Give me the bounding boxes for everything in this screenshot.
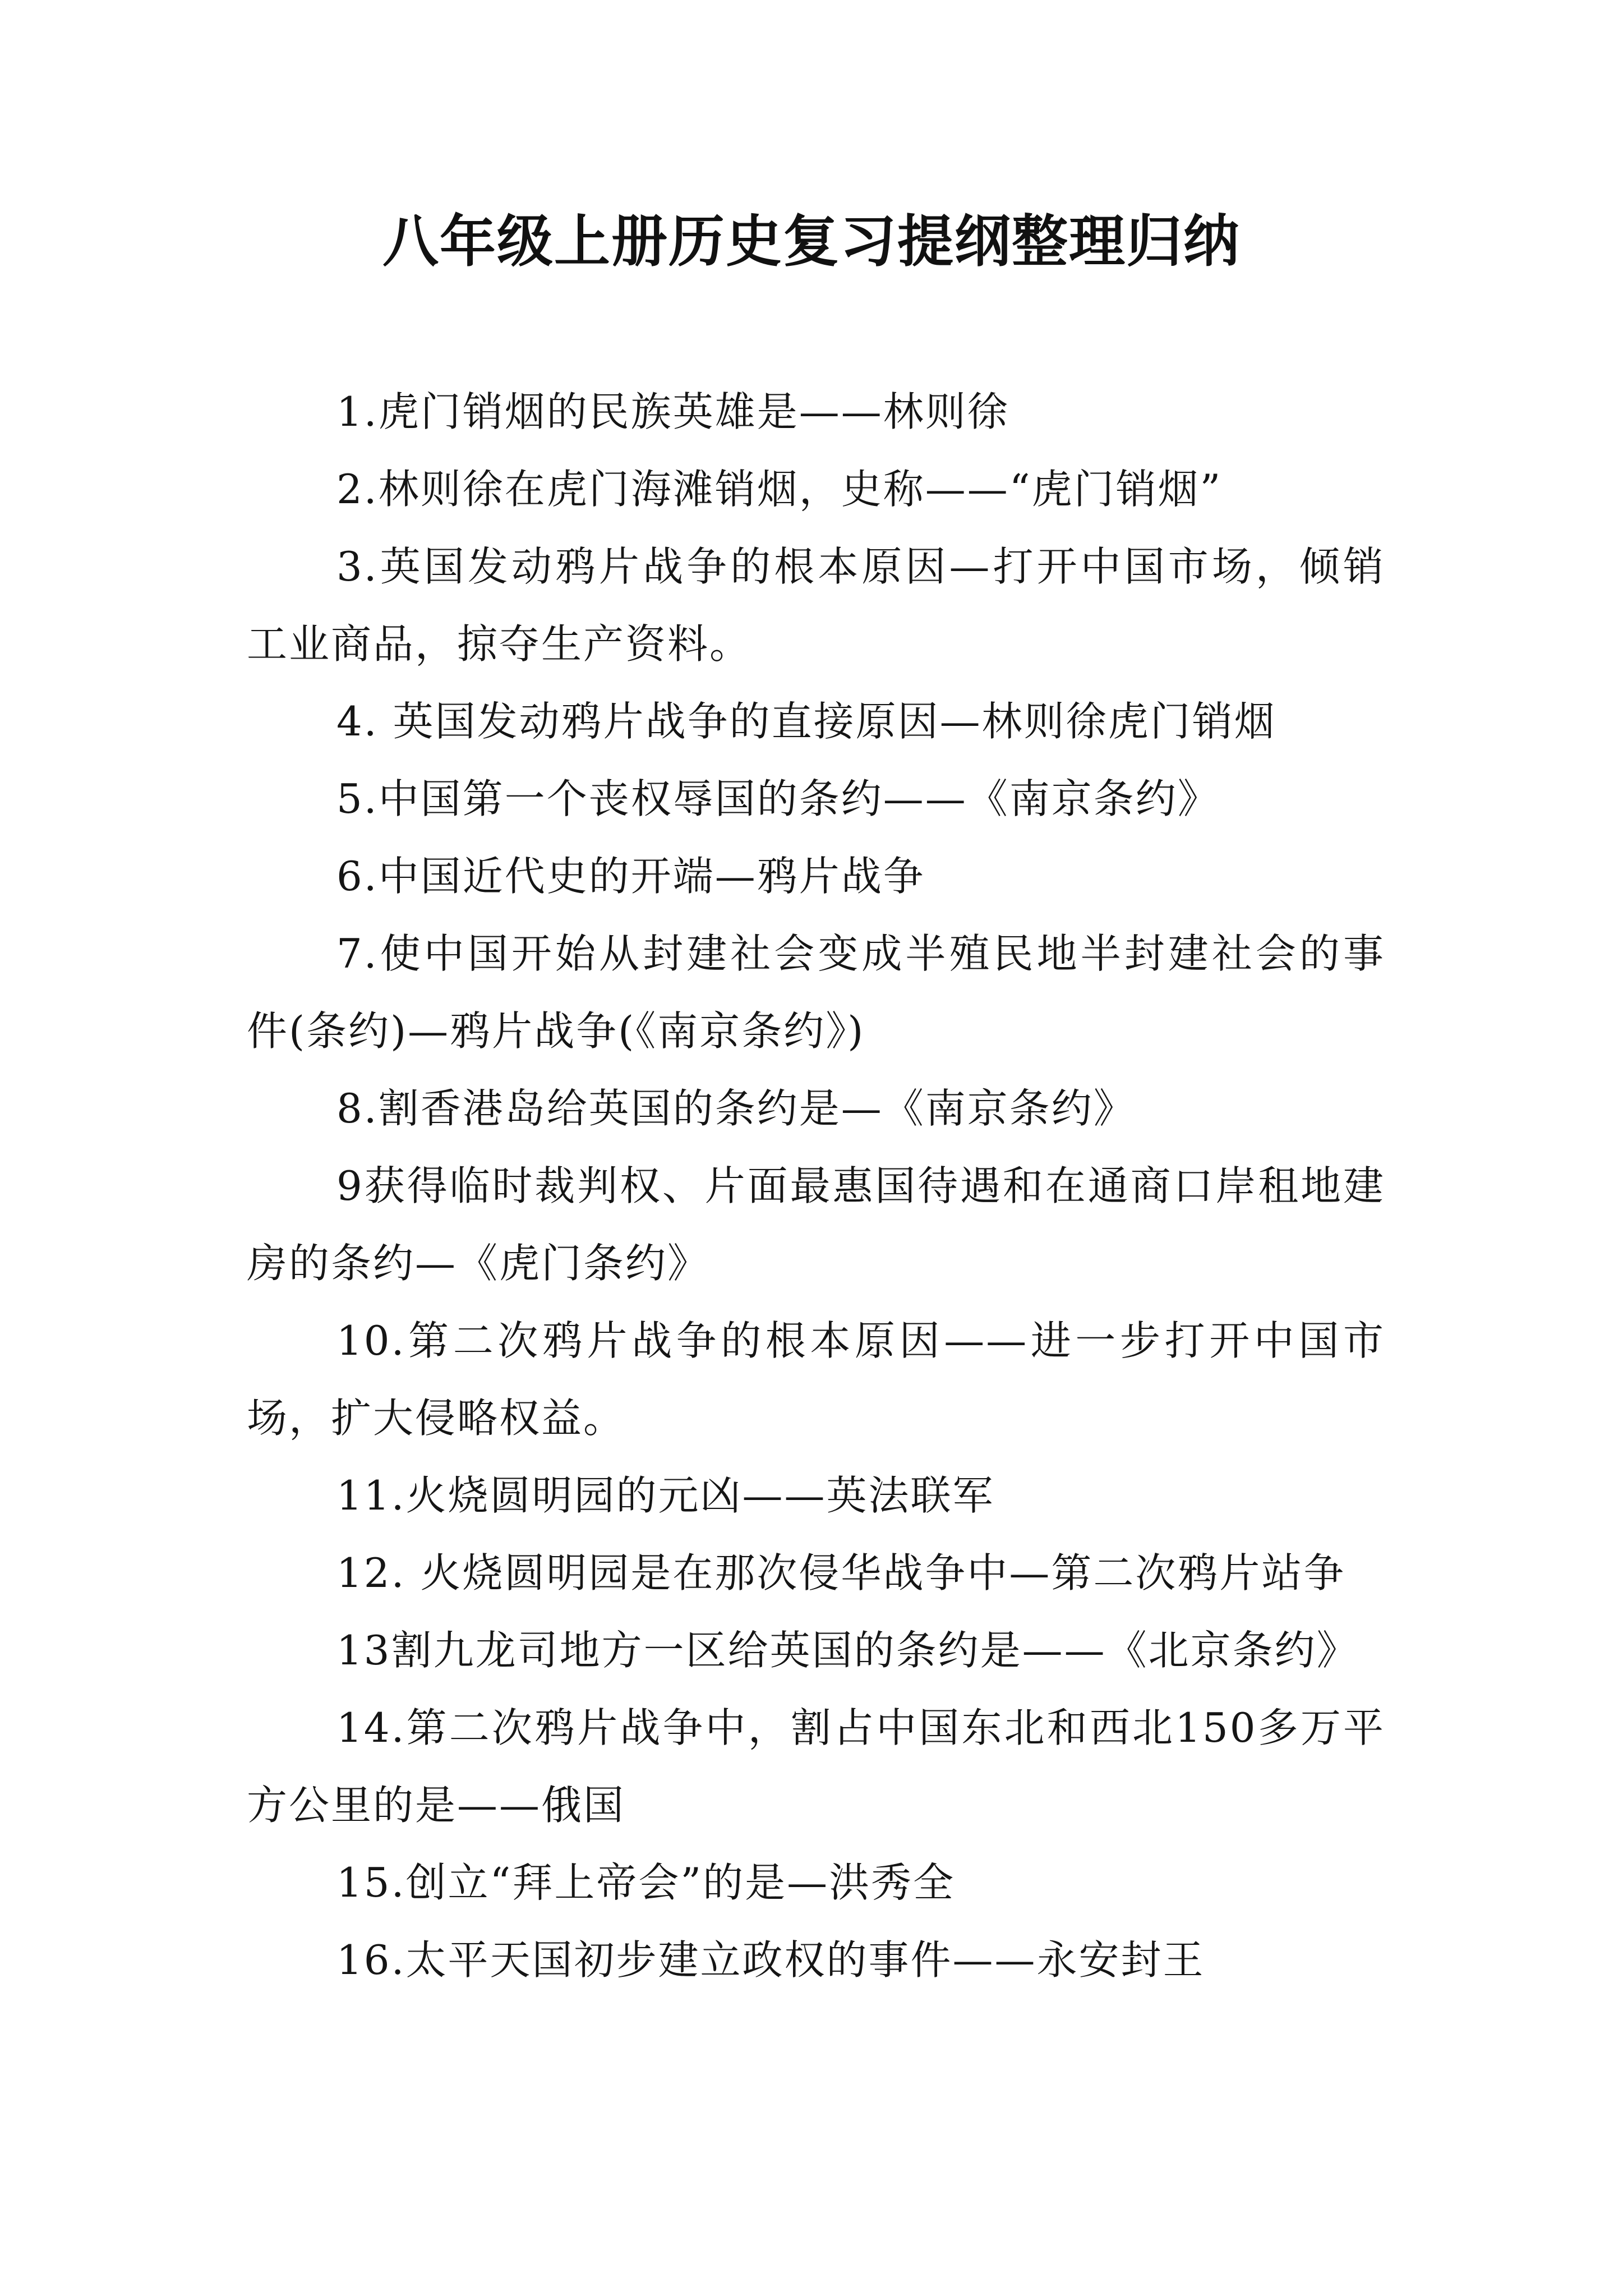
list-item: 16.太平天国初步建立政权的事件——永安封王 <box>336 1936 1205 1984</box>
list-item: 13割九龙司地方一区给英国的条约是——《北京条约》 <box>336 1627 1359 1674</box>
list-item: 2.林则徐在虎门海滩销烟，史称——“虎门销烟” <box>336 466 1223 513</box>
list-item: 5.中国第一个丧权辱国的条约——《南京条约》 <box>336 775 1220 822</box>
list-item: 15.创立“拜上帝会”的是—洪秀全 <box>336 1859 956 1906</box>
list-item: 3.英国发动鸦片战争的根本原因—打开中国市场，倾销工业商品，掠夺生产资料。 <box>247 543 1385 668</box>
list-item: 11.火烧圆明园的元凶——英法联军 <box>336 1472 995 1519</box>
list-item: 6.中国近代史的开端—鸦片战争 <box>336 853 925 900</box>
list-item: 7.使中国开始从封建社会变成半殖民地半封建社会的事件(条约)—鸦片战争(《南京条约》) <box>247 930 1385 1055</box>
list-item: 8.割香港岛给英国的条约是—《南京条约》 <box>336 1085 1136 1132</box>
document-body <box>247 373 1385 1999</box>
list-item: 9获得临时裁判权、片面最惠国待遇和在通商口岸租地建房的条约—《虎门条约》 <box>247 1162 1385 1287</box>
list-item: 4. 英国发动鸦片战争的直接原因—林则徐虎门销烟 <box>336 698 1276 745</box>
list-item: 10.第二次鸦片战争的根本原因——进一步打开中国市场，扩大侵略权益。 <box>247 1317 1385 1442</box>
list-item: 14.第二次鸦片战争中，割占中国东北和西北150多万平方公里的是——俄国 <box>247 1704 1385 1829</box>
list-item: 1.虎门销烟的民族英雄是——林则徐 <box>336 388 1009 435</box>
list-item: 12. 火烧圆明园是在那次侵华战争中—第二次鸦片站争 <box>336 1549 1346 1596</box>
document-title: 八年级上册历史复习提纲整理归纳 <box>382 208 1241 274</box>
